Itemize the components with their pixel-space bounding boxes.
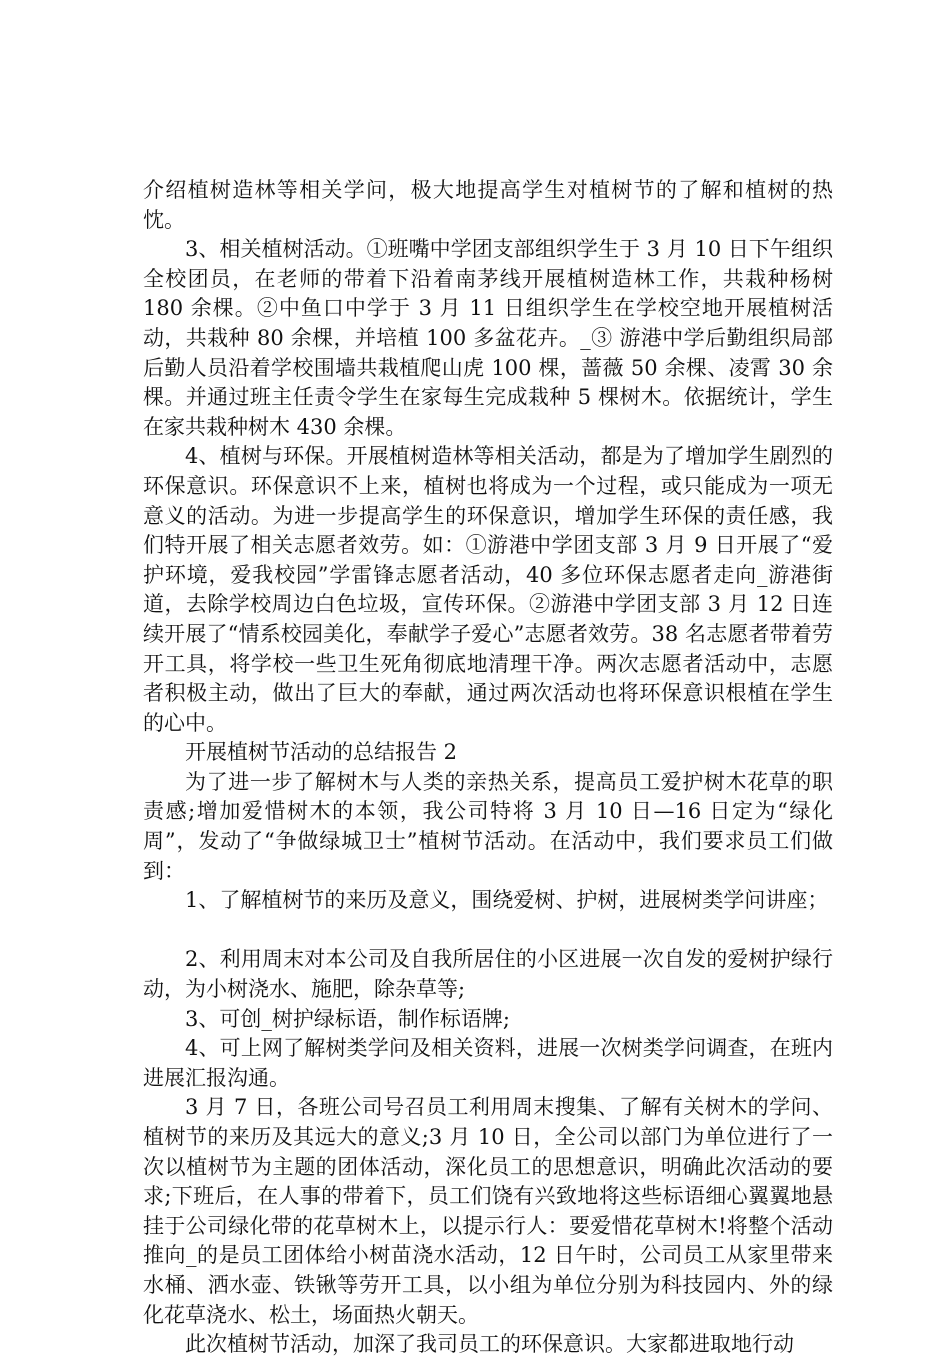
paragraph-intro-continuation: 介绍植树造林等相关学问，极大地提高学生对植树节的了解和植树的热忱。	[143, 178, 833, 232]
list-item-3: 3、可创_树护绿标语，制作标语牌;	[185, 1006, 510, 1031]
paragraph-tree-planting-activities: 3、相关植树活动。①班嘴中学团支部组织学生于 3 月 10 日下午组织全校团员，在老师的带着下沿着南茅线开展植树造林工作，共栽种杨树 180 余棵。②中鱼口中学于 3 月 11 日组织学生在学校空地开展植树活动，共栽种 80 余棵，并培植 100 多盆花卉。_③ 游港中学后勤组织局部后勤人员沿着学校围墙共栽植爬山虎 100 棵，蔷薇 50 余棵、凌霄 30 余棵。并通过班主任责令学生在家每生完成栽种 5 棵树木。依据统计，学生在家共栽种树木 430 余棵。	[143, 237, 833, 439]
paragraph-report-2-intro: 为了进一步了解树木与人类的亲热关系，提高员工爱护树木花草的职责感;增加爱惜树木的本领，我公司特将 3 月 10 日—16 日定为“绿化周”，发动了“争做绿城卫士”植树节活动。在活动中，我们要求员工们做到：	[143, 769, 833, 883]
list-item-2: 2、利用周末对本公司及自我所居住的小区进展一次自发的爱树护绿行动，为小树浇水、施肥，除杂草等;	[143, 947, 833, 1002]
blank-line	[143, 916, 833, 946]
paragraph-march-activities: 3 月 7 日，各班公司号召员工利用周末搜集、了解有关树木的学问、植树节的来历及其远大的意义;3 月 10 日，全公司以部门为单位进行了一次以植树节为主题的团体活动，深化员工的思想意识，明确此次活动的要求;下班后，在人事的带着下，员工们饶有兴致地将这些标语细心翼翼地悬挂于公司绿化带的花草树木上，以提示行人：要爱惜花草树木!将整个活动推向_的是员工团体给小树苗浇水活动，12 日午时，公司员工从家里带来水桶、洒水壶、铁锹等劳开工具，以小组为单位分别为科技园内、外的绿化花草浇水、松土，场面热火朝天。	[143, 1095, 833, 1327]
list-item-4: 4、可上网了解树类学问及相关资料，进展一次树类学问调查，在班内进展汇报沟通。	[143, 1036, 833, 1090]
section-heading-report-2: 开展植树节活动的总结报告 2	[185, 740, 458, 765]
document-page	[143, 176, 833, 1360]
list-item-1: 1、了解植树节的来历及意义，围绕爱树、护树，进展树类学问讲座；	[185, 888, 829, 913]
paragraph-planting-and-environment: 4、植树与环保。开展植树造林等相关活动，都是为了增加学生剧烈的环保意识。环保意识不上来，植树也将成为一个过程，或只能成为一项无意义的活动。为进一步提高学生的环保意识，增加学生环保的责任感，我们特开展了相关志愿者效劳。如：①游港中学团支部 3 月 9 日开展了“爱护环境，爱我校园”学雷锋志愿者活动，40 多位环保志愿者走向_游港街道，去除学校周边白色垃圾，宣传环保。②游港中学团支部 3 月 12 日连续开展了“情系校园美化，奉献学子爱心”志愿者效劳。38 名志愿者带着劳开工具，将学校一些卫生死角彻底地清理干净。两次志愿者活动中，志愿者积极主动，做出了巨大的奉献，通过两次活动也将环保意识根植在学生的心中。	[143, 444, 833, 735]
paragraph-conclusion: 此次植树节活动，加深了我司员工的环保意识。大家都进取地行动	[185, 1332, 794, 1357]
